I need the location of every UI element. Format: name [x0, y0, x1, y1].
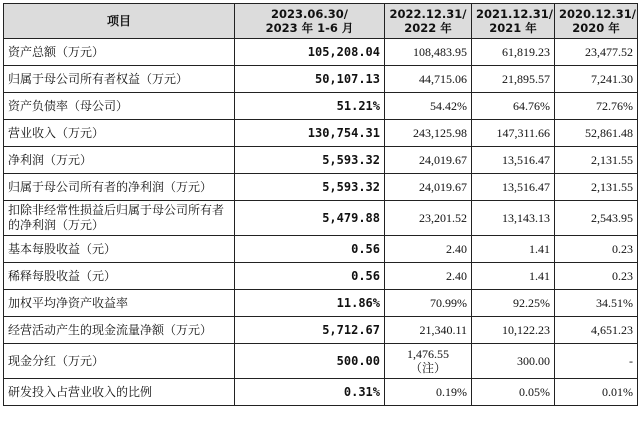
cell-2023: 50,107.13	[235, 66, 385, 93]
table-row	[4, 39, 638, 66]
cell-2022: 44,715.06	[385, 66, 472, 93]
cell-2021: 21,895.57	[472, 66, 555, 93]
cell-2023: 105,208.04	[235, 39, 385, 66]
cell-2020: 0.23	[555, 236, 638, 263]
cell-2021: 13,143.13	[472, 201, 555, 236]
cell-2020: 2,131.55	[555, 174, 638, 201]
cell-2023: 5,593.32	[235, 174, 385, 201]
cell-2022: 54.42%	[385, 93, 472, 120]
row-label: 资产负债率（母公司）	[4, 93, 235, 120]
header-2021-line2: 2021 年	[489, 21, 537, 35]
table-row	[4, 379, 638, 406]
cell-2021: 13,516.47	[472, 147, 555, 174]
cell-2022-note: （注）	[409, 361, 446, 375]
cell-2021: 61,819.23	[472, 39, 555, 66]
cell-2020: 2,543.95	[555, 201, 638, 236]
cell-2021: 300.00	[472, 344, 555, 379]
table-row	[4, 174, 638, 201]
table-row	[4, 201, 638, 236]
table-row	[4, 317, 638, 344]
header-item: 项目	[4, 4, 235, 39]
header-2023-line2: 2023 年 1-6 月	[265, 21, 354, 35]
table-row	[4, 290, 638, 317]
header-2022-line1: 2022.12.31/	[389, 7, 467, 21]
table-row	[4, 344, 638, 379]
row-label: 加权平均净资产收益率	[4, 290, 235, 317]
cell-2023: 130,754.31	[235, 120, 385, 147]
cell-2022: 2.40	[385, 263, 472, 290]
cell-2022: 243,125.98	[385, 120, 472, 147]
cell-2021: 0.05%	[472, 379, 555, 406]
header-row	[4, 4, 638, 39]
header-2020-line2: 2020 年	[572, 21, 620, 35]
cell-2022: 21,340.11	[385, 317, 472, 344]
cell-2021: 10,122.23	[472, 317, 555, 344]
cell-2021: 13,516.47	[472, 174, 555, 201]
cell-2022-amount: 1,476.55	[407, 347, 449, 361]
cell-2020: 7,241.30	[555, 66, 638, 93]
header-2023-line1: 2023.06.30/	[271, 7, 348, 21]
cell-2020: 72.76%	[555, 93, 638, 120]
cell-2023: 5,712.67	[235, 317, 385, 344]
header-2020-line1: 2020.12.31/	[559, 7, 636, 21]
header-2021	[472, 4, 555, 39]
cell-2022: 23,201.52	[385, 201, 472, 236]
cell-2023: 0.56	[235, 236, 385, 263]
cell-2022: 24,019.67	[385, 147, 472, 174]
cell-2020: 0.23	[555, 263, 638, 290]
cell-2021: 92.25%	[472, 290, 555, 317]
table-row	[4, 236, 638, 263]
cell-2021: 1.41	[472, 263, 555, 290]
financial-data-table	[3, 3, 638, 406]
cell-2021: 147,311.66	[472, 120, 555, 147]
cell-2022: 2.40	[385, 236, 472, 263]
table-row	[4, 93, 638, 120]
row-label: 经营活动产生的现金流量净额（万元）	[4, 317, 235, 344]
row-label: 资产总额（万元）	[4, 39, 235, 66]
header-2021-line1: 2021.12.31/	[476, 7, 553, 21]
row-label: 稀释每股收益（元）	[4, 263, 235, 290]
cell-2023: 51.21%	[235, 93, 385, 120]
table-row	[4, 120, 638, 147]
row-label: 净利润（万元）	[4, 147, 235, 174]
cell-2021: 64.76%	[472, 93, 555, 120]
cell-2020: 4,651.23	[555, 317, 638, 344]
cell-2022: 108,483.95	[385, 39, 472, 66]
table-row	[4, 263, 638, 290]
row-label: 现金分红（万元）	[4, 344, 235, 379]
cell-2021: 1.41	[472, 236, 555, 263]
cell-2022: 24,019.67	[385, 174, 472, 201]
cell-2020: -	[555, 344, 638, 379]
row-label: 营业收入（万元）	[4, 120, 235, 147]
header-2020	[555, 4, 638, 39]
cell-2022	[385, 344, 472, 379]
cell-2022: 0.19%	[385, 379, 472, 406]
cell-2020: 34.51%	[555, 290, 638, 317]
cell-2022: 70.99%	[385, 290, 472, 317]
cell-2020: 23,477.52	[555, 39, 638, 66]
cell-2023: 5,593.32	[235, 147, 385, 174]
cell-2023: 11.86%	[235, 290, 385, 317]
header-2022	[385, 4, 472, 39]
cell-2020: 52,861.48	[555, 120, 638, 147]
header-2023-h1	[235, 4, 385, 39]
table-row	[4, 66, 638, 93]
cell-2023: 5,479.88	[235, 201, 385, 236]
header-2022-line2: 2022 年	[404, 21, 452, 35]
row-label: 基本每股收益（元）	[4, 236, 235, 263]
table-row	[4, 147, 638, 174]
cell-2023: 0.31%	[235, 379, 385, 406]
row-label: 研发投入占营业收入的比例	[4, 379, 235, 406]
cell-2023: 0.56	[235, 263, 385, 290]
cell-2020: 0.01%	[555, 379, 638, 406]
row-label: 归属于母公司所有者权益（万元）	[4, 66, 235, 93]
cell-2023: 500.00	[235, 344, 385, 379]
cell-2020: 2,131.55	[555, 147, 638, 174]
row-label: 扣除非经常性损益后归属于母公司所有者的净利润（万元）	[4, 201, 235, 236]
row-label: 归属于母公司所有者的净利润（万元）	[4, 174, 235, 201]
